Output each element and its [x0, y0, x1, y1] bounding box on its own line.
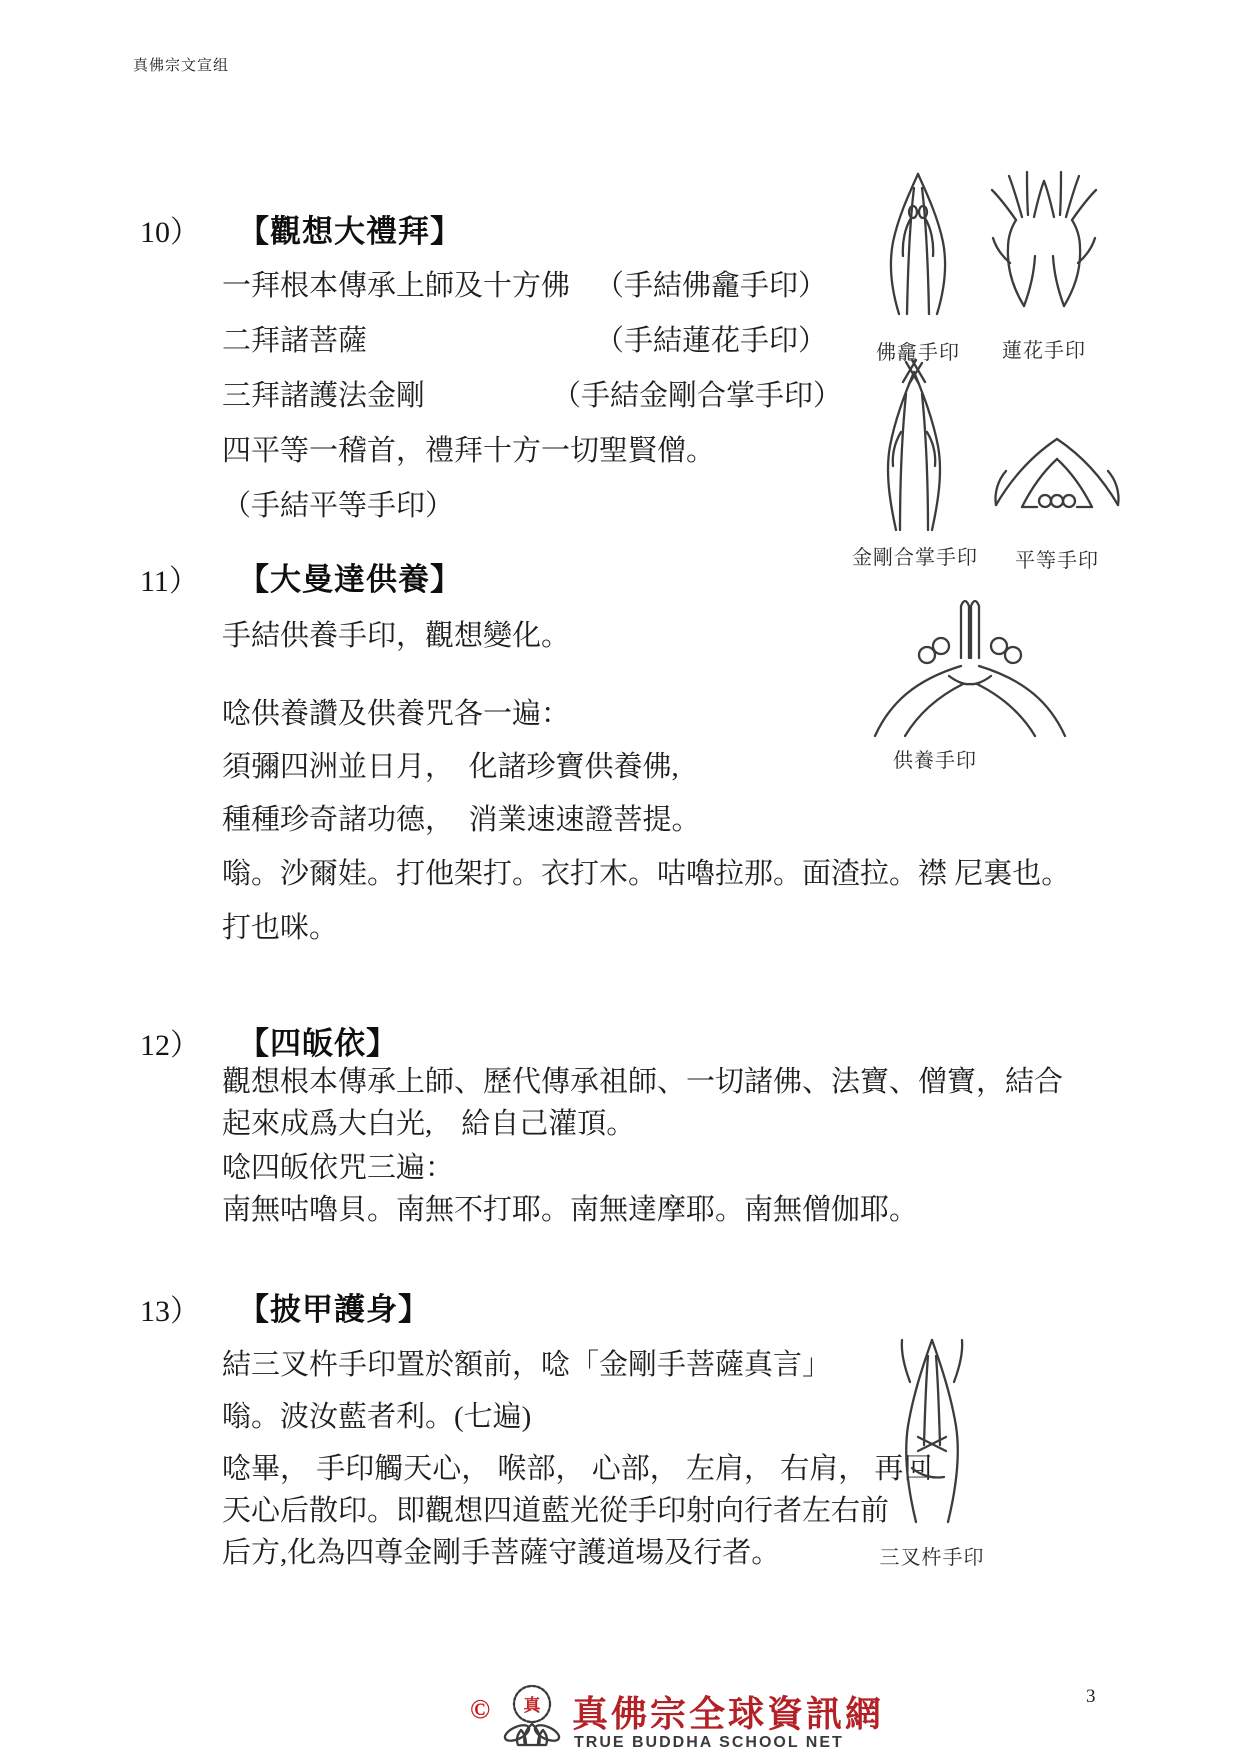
- page-number: 3: [1086, 1686, 1096, 1707]
- equality-mudra-label: 平等手印: [1015, 550, 1099, 572]
- s10-line1-mudra: （手結佛龕手印）: [595, 270, 828, 302]
- fokan-mudra-label: 佛龕手印: [876, 342, 960, 364]
- svg-text:真: 真: [523, 1696, 541, 1715]
- s11-mantra-line2: 打也咪。: [222, 912, 339, 944]
- s12-para-line1: 觀想根本傳承上師、歷代傳承祖師、一切諸佛、法寶、僧寶，結合: [222, 1066, 1064, 1098]
- s12-para-line2: 起來成爲大白光, 給自己灌頂。: [222, 1108, 636, 1140]
- s10-line2-mudra: （手結蓮花手印）: [595, 325, 828, 357]
- lotus-mudra-image: [980, 168, 1108, 308]
- s13-line1: 結三叉杵手印置於額前，唸「金剛手菩薩真言」: [222, 1349, 832, 1381]
- s11-line1: 手結供養手印，觀想變化。: [222, 620, 571, 652]
- offering-mudra-image: [845, 588, 1095, 738]
- trident-mudra-label: 三叉杵手印: [879, 1547, 985, 1569]
- lotus-mudra-label: 蓮花手印: [1002, 340, 1086, 362]
- school-logo: [502, 1680, 562, 1750]
- vajra-palms-mudra-label: 金剛合掌手印: [852, 547, 978, 569]
- vajra-palms-mudra-image: [856, 354, 972, 534]
- s10-line2-text: 二拜諸菩薩: [222, 325, 368, 357]
- fokan-mudra-image: [862, 166, 974, 316]
- s11-line3: 須彌四洲並日月， 化諸珍寶供養佛,: [222, 751, 679, 783]
- equality-mudra-image: [982, 392, 1132, 532]
- s11-line4: 種種珍奇諸功德， 消業速速證菩提。: [222, 804, 701, 836]
- s12-mantra: 南無咕嚕貝。南無不打耶。南無達摩耶。南無僧伽耶。: [222, 1194, 919, 1226]
- trident-mudra-image: [860, 1330, 1005, 1528]
- s11-mantra-line1: 嗡。沙爾娃。打他架打。衣打木。咕嚕拉那。面渣拉。襟 尼裏也。: [222, 858, 1071, 890]
- section13-number: 13）: [140, 1295, 200, 1328]
- site-name-english: TRUE BUDDHA SCHOOL NET: [574, 1734, 844, 1751]
- s13-line2: 嗡。波汝藍者利。(七遍): [222, 1401, 532, 1433]
- s12-line3: 唸四皈依咒三遍：: [222, 1152, 455, 1184]
- section11-title: 【大曼達供養】: [238, 562, 462, 597]
- offering-mudra-label: 供養手印: [893, 750, 977, 772]
- section10-title: 【觀想大禮拜】: [238, 214, 462, 249]
- section12-number: 12）: [140, 1029, 200, 1062]
- site-name-chinese: 真佛宗全球資訊網: [572, 1694, 885, 1734]
- s13-para-line3: 后方,化為四尊金剛手菩薩守護道場及行者。: [222, 1537, 781, 1569]
- section12-title: 【四皈依】: [238, 1026, 398, 1061]
- s13-para-line2: 天心后散印。即觀想四道藍光從手印射向行者左右前: [222, 1495, 890, 1527]
- copyright-mark: ©: [470, 1694, 491, 1724]
- section13-title: 【披甲護身】: [238, 1292, 430, 1327]
- org-header: 真佛宗文宣组: [133, 58, 230, 74]
- s10-line1-text: 一拜根本傳承上師及十方佛: [222, 270, 571, 302]
- s10-line4-text: 四平等一稽首，禮拜十方一切聖賢僧。: [222, 435, 716, 467]
- s10-line5-text: （手結平等手印）: [222, 490, 455, 522]
- s13-para-line1: 唸畢， 手印觸天心， 喉部， 心部， 左肩， 右肩， 再回: [222, 1453, 933, 1485]
- s11-line2: 唸供養讚及供養咒各一遍：: [222, 698, 571, 730]
- section10-number: 10）: [140, 216, 200, 249]
- section11-number: 11）: [140, 565, 199, 598]
- s10-line3-mudra: （手結金剛合掌手印）: [552, 380, 843, 412]
- s10-line3-text: 三拜諸護法金剛: [222, 380, 426, 412]
